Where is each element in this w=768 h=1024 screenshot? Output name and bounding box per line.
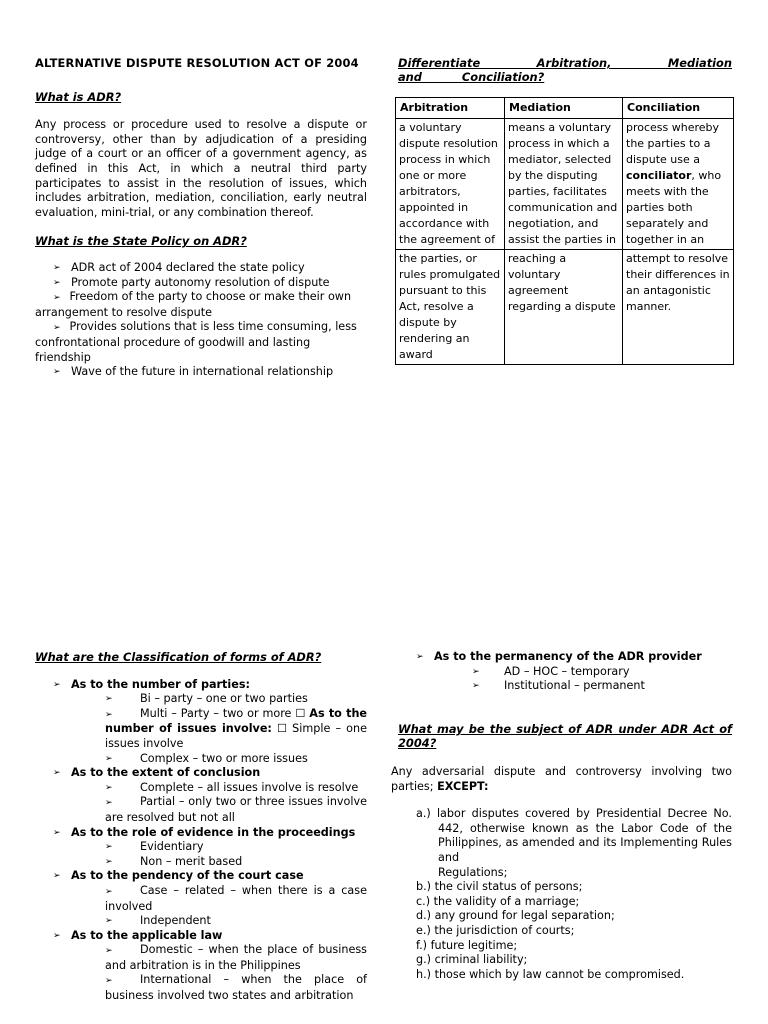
list-item: ➢ Freedom of the party to choose or make their own arrangement to resolve dispute	[35, 290, 367, 320]
top-left-column	[35, 56, 367, 380]
cell-conciliation-2: attempt to resolve their differences in an antagonistic manner.	[623, 250, 734, 365]
list-item: ➢ Bi – party – one or two parties	[105, 692, 367, 707]
list-item: ➢ Evidentiary	[105, 840, 367, 855]
class-pendency-of-court-case: ➢ As to the pendency of the court case	[53, 869, 367, 884]
list-item: h.) those which by law cannot be compromised.	[416, 967, 685, 981]
conciliator-term: conciliator	[626, 169, 692, 182]
cell-mediation-1: means a voluntary process in which a mediator, selected by the disputing parties, facilitates communication and negotiation, and assist the parties in	[505, 119, 623, 250]
top-right-column	[398, 56, 732, 365]
except-label: EXCEPT:	[437, 779, 489, 793]
table-row	[396, 119, 734, 250]
list-item: ➢ Multi – Party – two or more ☐ As to the number of issues involve: ☐ Simple – one issues involve	[105, 706, 368, 750]
table-header-row	[396, 98, 734, 119]
list-item: Regulations;	[438, 865, 508, 879]
list-item: a.) labor disputes covered by Presidential Decree No. 442, otherwise known as the Labor Code of the Philippines, as amended and its Implementing Rules and	[416, 807, 732, 864]
header-mediation: Mediation	[505, 98, 623, 119]
question-differentiate: Differentiate Arbitration, Mediation and Conciliation?	[398, 56, 732, 84]
list-item: ➢ Complete – all issues involve is resolve	[105, 781, 367, 796]
list-item: ➢ Domestic – when the place of business and arbitration is in the Philippines	[105, 943, 367, 972]
header-arbitration: Arbitration	[396, 98, 505, 119]
list-item: ➢ Promote party autonomy resolution of dispute	[53, 276, 367, 291]
header-conciliation: Conciliation	[623, 98, 734, 119]
list-item: ➢ Partial – only two or three issues involve are resolved but not all	[105, 795, 367, 824]
bottom-right-column	[391, 650, 732, 982]
list-item: ➢ Provides solutions that is less time consuming, less confrontational procedure of goodwill and lasting friendship	[35, 320, 367, 365]
class-number-of-issues: As to the number of issues involve:	[105, 706, 368, 736]
class-applicable-law: ➢ As to the applicable law	[53, 929, 367, 944]
comparison-table	[395, 97, 734, 365]
class-permanency-of-provider: ➢ As to the permanency of the ADR provider	[416, 650, 732, 665]
exceptions-list	[416, 807, 732, 982]
list-item: b.) the civil status of persons;	[416, 880, 583, 894]
list-item: ➢ Complex – two or more issues	[105, 752, 367, 767]
list-item: ➢ Institutional – permanent	[472, 679, 732, 694]
checkbox-icon: ☐	[295, 706, 306, 720]
list-item: f.) future legitime;	[416, 938, 518, 952]
class-extent-of-conclusion: ➢ As to the extent of conclusion	[53, 766, 367, 781]
adr-definition: Any process or procedure used to resolve a dispute or controversy, other than by adjudication of a presiding judge of a court or an officer of a government agency, as defined in this Act, in which a neutral third party participates to assist in the resolution of issues, which includes arbitration, mediation, conciliation, early neutral evaluation, mini-trial, or any combination thereof.	[35, 118, 367, 219]
cell-mediation-2: reaching a voluntary agreement regarding a dispute	[505, 250, 623, 365]
list-item: ➢ ADR act of 2004 declared the state policy	[53, 261, 367, 276]
cell-arbitration-1: a voluntary dispute resolution process in which one or more arbitrators, appointed in accordance with the agreement of	[396, 119, 505, 250]
checkbox-icon: ☐	[277, 722, 288, 736]
question-what-is-adr: What is ADR?	[35, 89, 122, 104]
list-item: c.) the validity of a marriage;	[416, 894, 580, 908]
list-item: ➢ Non – merit based	[105, 855, 367, 870]
list-item: ➢ AD – HOC – temporary	[472, 665, 732, 680]
question-subject-of-adr: What may be the subject of ADR under ADR Act of 2004?	[398, 721, 732, 751]
classification-list	[35, 678, 367, 1004]
list-item: ➢ Wave of the future in international relationship	[53, 365, 367, 380]
state-policy-list	[35, 261, 367, 380]
list-item: ➢ International – when the place of business involved two states and arbitration	[105, 973, 367, 1003]
list-item: e.) the jurisdiction of courts;	[416, 923, 575, 937]
class-role-of-evidence: ➢ As to the role of evidence in the proceedings	[53, 826, 367, 841]
question-state-policy: What is the State Policy on ADR?	[35, 234, 247, 249]
class-number-of-parties: ➢ As to the number of parties:	[53, 678, 367, 693]
subject-intro: Any adversarial dispute and controversy involving two parties; EXCEPT:	[391, 764, 732, 793]
table-row	[396, 250, 734, 365]
cell-conciliation-1: process whereby the parties to a dispute use a conciliator, who meets with the parties both separately and together in an	[623, 119, 734, 250]
list-item: ➢ Case – related – when there is a case involved	[105, 883, 367, 913]
bottom-left-column	[35, 650, 367, 1004]
list-item: ➢ Independent	[105, 914, 367, 929]
page-heading: ALTERNATIVE DISPUTE RESOLUTION ACT OF 2004	[35, 56, 359, 70]
question-classification: What are the Classification of forms of ADR?	[35, 650, 322, 664]
list-item: d.) any ground for legal separation;	[416, 909, 615, 923]
cell-arbitration-2: the parties, or rules promulgated pursuant to this Act, resolve a dispute by rendering an award	[396, 250, 505, 365]
list-item: g.) criminal liability;	[416, 953, 528, 967]
